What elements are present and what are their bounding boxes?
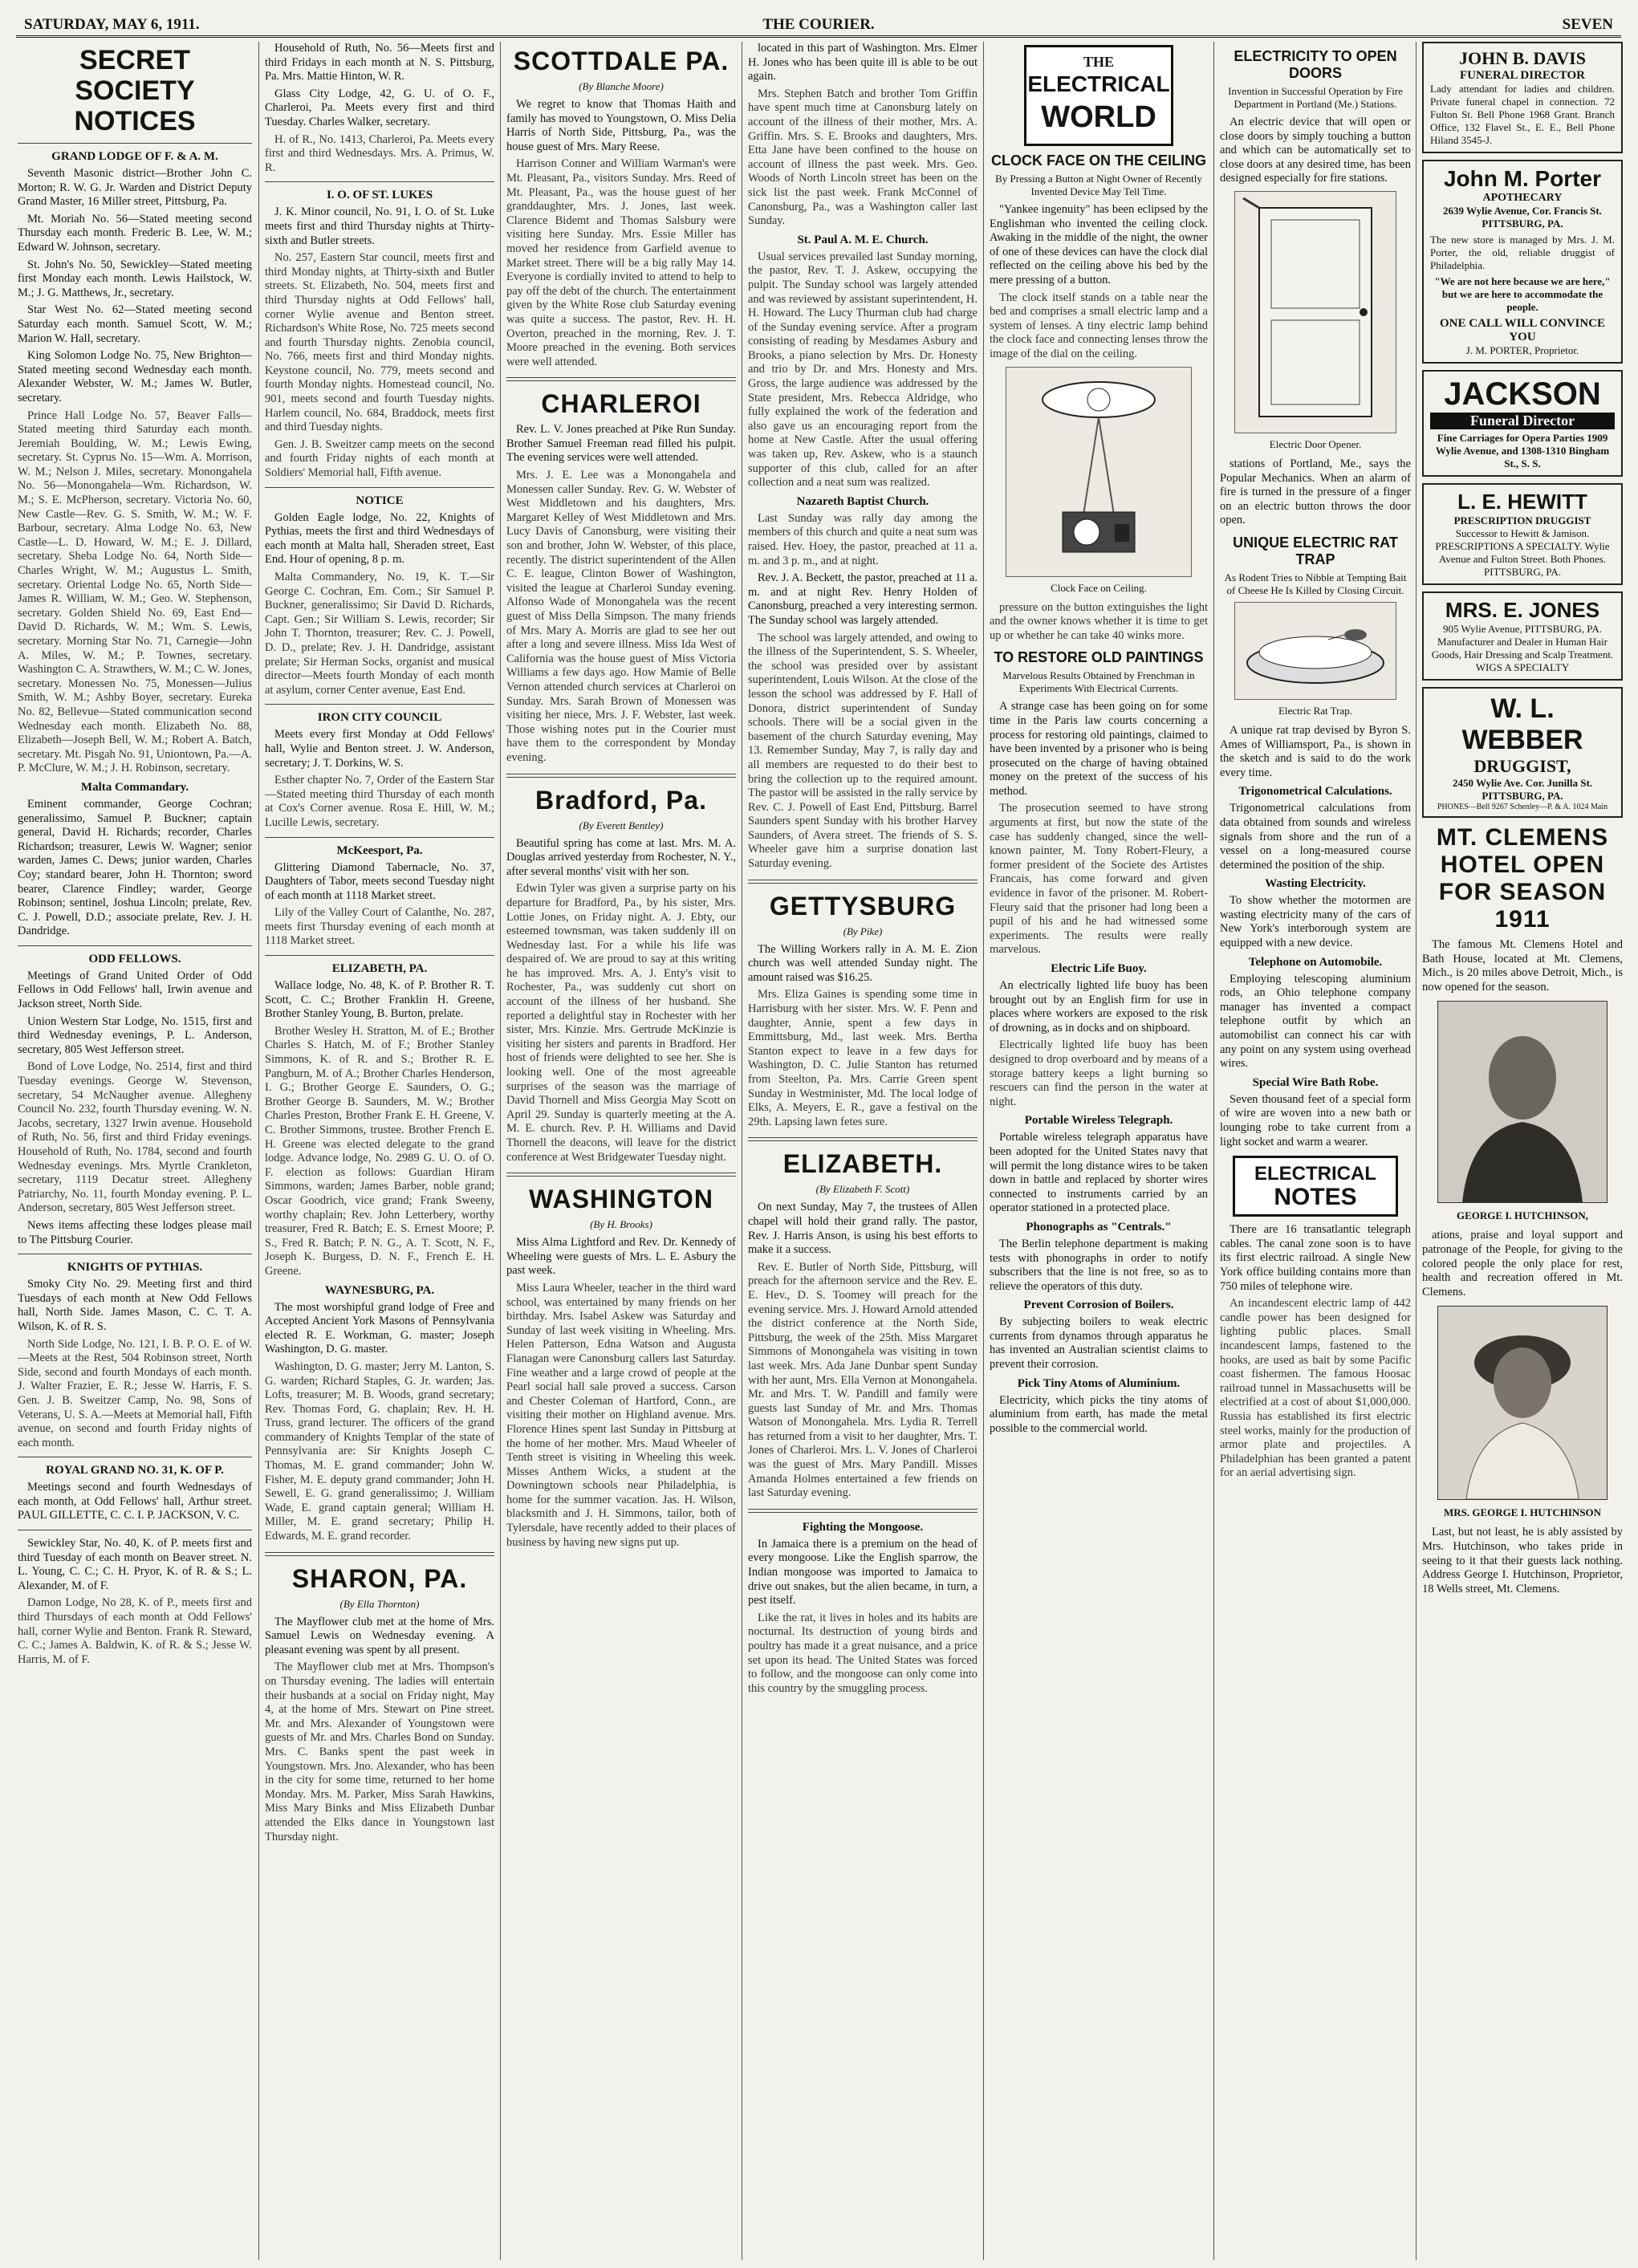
notice-paragraph: The most worshipful grand lodge of Free and Accepted Ancient York Masons of Pennsylvania elected R. E. Workman, G. master; Joseph Washington, D. G. master. [265, 1300, 494, 1356]
ad-jones [1422, 591, 1623, 681]
news-paragraph: Miss Alma Lightford and Rev. Dr. Kennedy of Wheeling were guests of Mrs. L. E. Asbury the past week. [506, 1236, 736, 1278]
paper-name: THE COURIER. [762, 16, 875, 33]
hotel-paragraph: Last, but not least, he is ably assisted by Mrs. Hutchinson, who takes pride in seeing to it that their guests lack nothing. Address George I. Hutchinson, Proprietor, 18 Wells street, Mt. Clemens. [1422, 1526, 1623, 1595]
ad-porter-quote: "We are not here because we are here," but we are here to accommodate the people. [1434, 275, 1611, 313]
news-paragraph: The Mayflower club met at the home of Mrs. Samuel Lewis on Wednesday evening. A pleasant evening was spent by all present. [265, 1615, 494, 1656]
byline: (By H. Brooks) [590, 1218, 652, 1231]
story-paragraph: Electricity, which picks the tiny atoms of aluminium from earth, has made the metal possible to the commercial world. [990, 1393, 1208, 1435]
ad-webber [1422, 687, 1623, 818]
byline: (By Pike) [843, 925, 883, 937]
story-paragraph: Trigonometrical calculations from data obtained from sounds and wireless signals from shore and the run of a vessel on a long-measured course determined the position of the ship. [1220, 802, 1411, 872]
story-paragraph: Seven thousand feet of a special form of wire are woven into a new bath or lounging robe to take current from a light socket and warm a wearer. [1220, 1092, 1411, 1148]
story-headline: TO RESTORE OLD PAINTINGS [994, 649, 1204, 666]
ad-porter [1422, 160, 1623, 364]
story-paragraph: A unique rat trap devised by Byron S. Ames of Williamsport, Pa., is shown in the sketch and is said to do the work every time. [1220, 723, 1411, 779]
hotel-paragraph: ations, praise and loyal support and patronage of the People, for giving to the colored people the only place for rest, health and recreation offered in Mt. Clemens. [1422, 1229, 1623, 1299]
hotel-headline: MT. CLEMENS HOTEL OPEN FOR SEASON 1911 [1436, 824, 1609, 933]
column-electrical-notes: ELECTRICITY TO OPEN DOORS Invention in Successful Operation by Fire Department in Portland (Me.) Stations. An electric device that will open or close doors by simply touching a button and which can be automatically set to close doors at any desired time, has been designed especially for fire stations. Electric Door Opener. stations of Portland, Me., says the Popular Mechanics. When an alarm of fire is turned in the pressure of a finger on an electric button throws the door open. UNIQUE ELECTRIC RAT TRAP As Rodent Tries to Nibble at Tempting Bait of Cheese He Is Killed by Closing Circuit. Electric Rat Trap. A unique rat trap devised by Byron S. Ames of Williamsport, Pa., is shown in the sketch and is said to do the work every time. Trigonometrical Calculations. Trigonometrical calculations from data obtained from sounds and wireless signals from shore and the run of a vessel on a long-measured course determined the position of the ship. Wasting Electricity. To show whether the motormen are wasting electricity many of the cars of New York's interborough system are equipped with a new device. Telephone on Automobile. Employing telescoping aluminium rods, an Ohio telephone company manager has invented a compact telephone outfit by which an automobilist can connect his car with any point on any system using overhead wires. Special Wire Bath Robe. Seven thousand feet of a special form of wire are woven into a new bath or lounging robe to take current from a light socket and warm a wearer. ELECTRICAL NOTES There are 16 transatlantic telegraph cables. The canal zone soon is to have its first electric railroad. A single New York office building contains more than 750 miles of telephone wire. An incandescent electric lamp of 442 candle power has been designed for lighting public places. Small incandescent lamps, fastened to the hooks, are used as bait by some Pacific coast fishermen. The famous Hoosac railroad tunnel in Massachusetts will be electrified at a cost of about $1,000,000. Russia has established its first electric steel works, mainly for the production of armor plate and projectiles. A Philadelphian has been granted a patent for an aerial advertising sign. [1220, 48, 1411, 1480]
column-electrical-world: THE ELECTRICAL WORLD CLOCK FACE ON THE CEILING By Pressing a Button at Night Owner of Recently Invented Device May Tell Time. "Yankee ingenuity" has been eclipsed by the Englishman who invented the ceiling clock. Awaking in the middle of the night, the owner of one of these devices can have the clock dial reflected on the ceiling above his bed by the mere pressing of a button. The clock itself stands on a table near the bed and comprises a small electric lamp and a system of lenses. A tiny electric lamp behind the clock face and connecting lenses throw the image of the dial on the ceiling. Clock Face on Ceiling. pressure on the button extinguishes the light and the owner knows whether it is time to get up or whether he can take 40 winks more. TO RESTORE OLD PAINTINGS Marvelous Results Obtained by Frenchman in Experiments With Electrical Currents. A strange case has been going on for some time in the Paris law courts concerning a process for restoring old paintings, claimed to have been invented by a prisoner who is being prosecuted on the charge of having obtained money on the pretext of the success of his method. The prosecution seemed to have strong arguments at first, but now the state of the case has suddenly changed, since the well-known painter, M. Tony Robert-Fleury, a former president of the Societe des Artistes Francais, has come forward and given evidence in favor of the prisoner. M. Robert-Fleury said that the prisoner had long been a pupil of his and he had witnessed some experiments. The results were really marvelous. Electric Life Buoy. An electrically lighted life buoy has been brought out by an English firm for use in places where workers are exposed to the risk of drowning, as in docks and on shipboard. Electrically lighted life buoy has been designed to drop overboard and by means of a storage battery keeps a light burning so rescuers can find the person in the water at night. Portable Wireless Telegraph. Portable wireless telegraph apparatus have been adopted for the United States navy that will permit the long distance wires to be taken down in battle and replaced by shorter wires connected to instruments carried by an operator stationed in a protected place. Phonographs as "Centrals." The Berlin telephone department is making tests with phonographs in order to notify subscribers that the line is not free, so as to relieve the operators of this duty. Prevent Corrosion of Boilers. By subjecting boilers to weak electric currents from dynamos through apparatus he has invented an Australian scientist claims to prevent their corrosion. Pick Tiny Atoms of Aluminium. Electricity, which picks the tiny atoms of aluminium from earth, has made the metal possible to the commercial world. [990, 42, 1208, 2260]
clock-illustration [1006, 367, 1192, 577]
ad-hewitt-text: Successor to Hewitt & Jamison. PRESCRIPTIONS A SPECIALTY. Wylie Avenue and Fulton Street. Both Phones. PITTSBURG, PA. [1435, 527, 1610, 578]
news-paragraph: Rev. L. V. Jones preached at Pike Run Sunday. Brother Samuel Freeman read filled his pulpit. The evening services were well attended. [506, 423, 736, 465]
story-paragraph: There are 16 transatlantic telegraph cables. The canal zone soon is to have its first electric railroad. A single New York office building contains more than 750 miles of telephone wire. [1220, 1223, 1411, 1293]
story-paragraph: To show whether the motormen are wasting electricity many of the cars of New York's interborough system are equipped with a new device. [1220, 894, 1411, 950]
masthead [16, 11, 1621, 38]
column-rule [983, 42, 984, 2260]
town-header: CHARLEROI [541, 389, 701, 419]
story-paragraph: Employing telescoping aluminium rods, an Ohio telephone company manager has invented a compact telephone outfit by which an automobilist can connect his car with any point on any system using overhead wires. [1220, 972, 1411, 1071]
story-paragraph: A strange case has been going on for some time in the Paris law courts concerning a process for restoring old paintings, claimed to have been invented by a prisoner who is being prosecuted on the charge of having obtained money on the pretext of the success of his method. [990, 700, 1208, 798]
town-header: GETTYSBURG [769, 891, 957, 921]
story-headline: UNIQUE ELECTRIC RAT TRAP [1233, 534, 1398, 567]
section-header: SECRET SOCIETY NOTICES [74, 45, 196, 136]
subhead: Wasting Electricity. [1265, 877, 1366, 891]
ad-jackson-name: JACKSON [1444, 376, 1601, 412]
byline: (By Ella Thornton) [339, 1597, 420, 1610]
town-header: ELIZABETH. [782, 1149, 943, 1179]
news-paragraph: located in this part of Washington. Mrs. Elmer H. Jones who has been quite ill is able to be out again. [748, 42, 978, 83]
issue-date: SATURDAY, MAY 6, 1911. [24, 16, 200, 33]
column-rule [500, 42, 501, 2260]
photo1-caption: GEORGE I. HUTCHINSON, [1457, 1209, 1588, 1222]
subhead: Fighting the Mongoose. [802, 1520, 924, 1534]
news-paragraph: In Jamaica there is a premium on the head of every mongoose. Like the English sparrow, the Indian mongoose was imported to Jamaica to drive out snakes, but the alien became, in turn, a pest itself. [748, 1537, 978, 1608]
subhead: ELIZABETH, PA. [331, 962, 428, 976]
column-town-news-2: located in this part of Washington. Mrs. Elmer H. Jones who has been quite ill is able to be out again. Mrs. Stephen Batch and brother Tom Griffin have spent much time at Canonsburg lately on account of the illness of their mother, Mrs. A. Griffin. Mrs. S. E. Brooks and daughters, Mrs. Etta Jane have been confined to the house on account of illness the past week. Mrs. Geo. Woods of North Lincoln street has been on the sick list the past week. Frank McConnel of Canonsburg, Pa., was a Washington caller last Sunday. St. Paul A. M. E. Church. Usual services prevailed last Sunday morning, the pastor, Rev. T. J. Askew, occupying the pulpit. The Sunday school was largely attended and was reviewed by assistant superintendent, H. H. Howard. The Lucy Thurman club had charge of the Sunday evening service. After a program consisting of reading by Mesdames Asbury and Brooks, a piano selection by Mrs. Dr. Honesty and trio by Dr. and Mrs. Honesty and Mrs. Gross, the large audience was addressed by the State president, Mrs. Rebecca Aldridge, who fully explained the work of the federation and also gave us an encouraging report from the home at New Castle. After the usual offering was taken up, Rev. Askew, who is a staunch supporter of this club, called for an after collection and a neat sum was realized. Nazareth Baptist Church. Last Sunday was rally day among the members of this church and quite a neat sum was raised. Hev. Hoey, the pastor, preached at 11 a. m. and 3 p. m., and at night. Rev. J. A. Beckett, the pastor, preached at 11 a. m. and at night Rev. Henry Holden of Canonsburg, preached a very interesting sermon. The Sunday school was largely attended. The school was largely attended, and owing to the illness of the Superintendent, S. S. Wheeler, the school was presided over by assistant superintendent, Louis Wilson. At the close of the lesson the school was addressed by F. Hall of Donora, district superintendent of Sunday schools. There will be a social given in the basement of the church Saturday evening, May 13. Remember Sunday, May 7, is rally day and all members are requested to do their best to bring the collection up to the required amount. The pastor will be assisted in the rally service by Rev. C. J. Powell of East End, Pittsburg. Barrel Saunders spent Sunday with his brother Harvey Saunders, of Avera street. The friends of S. S. Wheeler gave him a surprise donation last Saturday evening. GETTYSBURG (By Pike) The Willing Workers rally in A. M. E. Zion church was well attended Sunday night. The amount raised was $16.25. Mrs. Eliza Gaines is spending some time in Harrisburg with her sister. Mrs. W. F. Penn and daughter, Annie, spent a few days in Emmittsburg, Md., last week. Mrs. Bertha Stanton expect to leave in a few days for Washington, D. C. Julie Stanton has returned from Steelton, Pa. Mrs. Carrie Green spent Sunday in Westminister, Md. The local lodge of Elks, A. Meyers, E. R., gave a festival on the 29th. Lapsing lawn fetes sure. ELIZABETH. (By Elizabeth F. Scott) On next Sunday, May 7, the trustees of Allen chapel will hold their grand rally. The pastor, Rev. J. Harris Anson, is using his best efforts to make it a success. Rev. E. Butler of North Side, Pittsburg, will preach for the afternoon service and the Rev. E. E. Hev., D. S. Toomey will preach for the evening service. Mrs. J. Howard Arnold attended the district conference at the North Side, Pittsburg, the week of the 25th. Miss Margaret Simmons of Monongahela was visiting in town last week. Mrs. Ada Jane Dunbar spent Sunday with her aunt, Mrs. Ella Vernon at Monongahela. Mr. and Mrs. T. W. Pandill and family were guests last Sunday of Mr. and Mrs. Thomas Watson of Monongahela. Mrs. Lydia R. Terrell has returned from a visit to her daughter, Mrs. T. Jones of Charleroi. Mrs. L. V. Jones of Charleroi was the guest of Mrs. Mary Pandill. Misses Amanda Holmes entertained a few friends on last Saturday evening. Fighting the Mongoose. In Jamaica there is a premium on the head of every mongoose. Like the English sparrow, the Indian mongoose was imported to Jamaica to drive out snakes, but the alien became, in turn, a pest itself. Like the rat, it lives in holes and its habits are nocturnal. Its destruction of young birds and poultry has made it a great nuisance, and a price set upon its head. The United States was forced to follow, and the mongoose can only come into this country by the smuggling process. [748, 42, 978, 1695]
subhead: IRON CITY COUNCIL [317, 711, 442, 725]
notice-paragraph: Smoky City No. 29. Meeting first and third Tuesdays of each month at New Odd Fellows hall, North Side. James Mason, C. C. T. A. Wilson, K. of R. S. [18, 1278, 252, 1333]
town-header: Bradford, Pa. [535, 785, 707, 815]
ad-webber-addr: 2450 Wylie Ave. Cor. Junilla St. PITTSBURG, PA. [1452, 777, 1593, 802]
ad-jackson [1422, 370, 1623, 477]
notice-paragraph: Star West No. 62—Stated meeting second Saturday each month. Samuel Scott, W. M.; Marion W. Hall, secretary. [18, 303, 252, 345]
subhead: Special Wire Bath Robe. [1252, 1075, 1379, 1089]
ad-davis-name: JOHN B. DAVIS [1459, 48, 1586, 68]
ad-porter-addr: 2639 Wylie Avenue, Cor. Francis St. PITTSBURG, PA. [1443, 205, 1602, 230]
notes-bottom: NOTES [1274, 1184, 1357, 1211]
news-paragraph: Rev. J. A. Beckett, the pastor, preached at 11 a. m. and at night Rev. Henry Holden of Canonsburg, preached a very interesting sermon. The Sunday school was largely attended. [748, 571, 978, 627]
story-paragraph: By subjecting boilers to weak electric currents from dynamos through apparatus he has invented an Australian scientist claims to prevent their corrosion. [990, 1315, 1208, 1372]
column-rule [258, 42, 259, 2260]
page-number: SEVEN [1562, 16, 1613, 33]
notice-paragraph: Sewickley Star, No. 40, K. of P. meets first and third Tuesday of each month on Beaver street. N. L. Young, C. C.; C. H. Pryor, K. of R. & S.; L. Alexander, M. of F. [18, 1537, 252, 1592]
subhead: Phonographs as "Centrals." [1026, 1220, 1172, 1234]
story-paragraph: The Berlin telephone department is making tests with phonographs in order to notify subscribers that the line is not free, so as to relieve the operators of this duty. [990, 1237, 1208, 1293]
ad-hewitt [1422, 483, 1623, 585]
notes-top: ELECTRICAL [1254, 1163, 1376, 1185]
electrical-notes-logo [1233, 1156, 1398, 1217]
story-paragraph: An electrically lighted life buoy has been brought out by an English firm for use in places where workers are exposed to the risk of drowning, as in docks and on shipboard. [990, 979, 1208, 1034]
ad-webber-phones: PHONES—Bell 9267 Schenley—P. & A. 1024 Main [1437, 803, 1608, 811]
story-paragraph: stations of Portland, Me., says the Popular Mechanics. When an alarm of fire is turned in the pressure of a finger on an electric button throws the door open. [1220, 457, 1411, 527]
notice-paragraph: Seventh Masonic district—Brother John C. Morton; R. W. G. Jr. Warden and District Deputy Grand Master, 16 Miller street, Pittsburg, Pa. [18, 167, 252, 209]
story-dek: Marvelous Results Obtained by Frenchman in Experiments With Electrical Currents. [1002, 669, 1195, 695]
town-header: SHARON, PA. [291, 1563, 468, 1593]
door-opener-illustration [1234, 191, 1396, 433]
notice-paragraph: Household of Ruth, No. 56—Meets first and third Fridays in each month at N. S. Pittsburg, Pa. Mrs. Mattie Hinton, W. R. [265, 42, 494, 83]
byline: (By Everett Bentley) [579, 819, 664, 831]
story-headline: CLOCK FACE ON THE CEILING [990, 152, 1206, 169]
subhead: GRAND LODGE OF F. & A. M. [51, 150, 218, 163]
ad-porter-text: The new store is managed by Mrs. J. M. Porter, the old, reliable druggist of Philadelphia. [1430, 234, 1615, 271]
door-caption: Electric Door Opener. [1269, 437, 1362, 450]
notice-paragraph: Wallace lodge, No. 48, K. of P. Brother R. T. Scott, C. C.; Brother Franklin H. Greene, Brother Stanley Young, B. Burton, prelate. [265, 979, 494, 1021]
electrical-world-logo [1024, 45, 1173, 146]
subhead: McKeesport, Pa. [336, 843, 423, 857]
ad-porter-prop: J. M. PORTER, Proprietor. [1465, 344, 1579, 356]
photo-mrs-hutchinson [1437, 1306, 1608, 1500]
story-paragraph: An electric device that will open or close doors by simply touching a button and which can be automatically set to close doors at any desired time, has been designed especially for fire stations. [1220, 116, 1411, 185]
subhead: WAYNESBURG, PA. [324, 1283, 435, 1297]
rat-caption: Electric Rat Trap. [1278, 704, 1353, 717]
ad-jones-text: 905 Wylie Avenue, PITTSBURG, PA. Manufacturer and Dealer in Human Hair Goods, Hair Dressing and Scalp Treatment. WIGS A SPECIALTY [1431, 623, 1614, 673]
subhead: KNIGHTS OF PYTHIAS. [67, 1261, 203, 1274]
notice-paragraph: Meetings of Grand United Order of Odd Fellows in Odd Fellows' hall, Irwin avenue and Jackson street, North Side. [18, 969, 252, 1011]
story-dek: By Pressing a Button at Night Owner of Recently Invented Device May Tell Time. [995, 173, 1202, 197]
rat-trap-illustration [1234, 602, 1396, 700]
ad-porter-name: John M. Porter [1443, 166, 1601, 191]
ad-davis [1422, 42, 1623, 153]
town-header: WASHINGTON [529, 1185, 713, 1214]
column-advertisements [1422, 42, 1623, 2260]
news-paragraph: We regret to know that Thomas Haith and family has moved to Youngstown, O. Miss Delia Harris of North Side, Pittsburg, Pa., was the house guest of Mrs. Mary Reese. [506, 98, 736, 153]
ew-electrical: ELECTRICAL [1027, 71, 1170, 96]
notice-paragraph: J. K. Minor council, No. 91, I. O. of St. Luke meets first and third Thursday nights at Thirty-sixth and Butler streets. [265, 205, 494, 247]
news-paragraph: Beautiful spring has come at last. Mrs. M. A. Douglas arrived yesterday from Rochester, N. Y., after several months' visit with her son. [506, 836, 736, 878]
notice-paragraph: Meetings second and fourth Wednesdays of each month, at Odd Fellows' hall, Arthur street. PAUL GILLETTE, C. C. I. P. JACKSON, V. C. [18, 1481, 252, 1522]
subhead: Electric Life Buoy. [1051, 962, 1147, 975]
notice-paragraph: Glittering Diamond Tabernacle, No. 37, Daughters of Tabor, meets second Tuesday night of each month at 1118 Market street. [265, 860, 494, 902]
ad-jones-name: MRS. E. JONES [1445, 598, 1600, 622]
notice-paragraph: King Solomon Lodge No. 75, New Brighton—Stated meeting second Wednesday each month. Alexander Webster, W. M.; James W. Butler, secretary. [18, 349, 252, 404]
subhead: Telephone on Automobile. [1248, 955, 1383, 969]
byline: (By Elizabeth F. Scott) [815, 1183, 910, 1196]
subhead: Pick Tiny Atoms of Aluminium. [1017, 1376, 1181, 1390]
ad-porter-slogan: ONE CALL WILL CONVINCE YOU [1439, 317, 1606, 343]
subhead: Portable Wireless Telegraph. [1024, 1114, 1173, 1128]
ew-world: WORLD [1041, 100, 1156, 134]
subhead: Malta Commandary. [80, 780, 189, 794]
subhead: Trigonometrical Calculations. [1238, 785, 1392, 799]
notice-paragraph: Meets every first Monday at Odd Fellows' hall, Wylie and Benton street. J. W. Anderson, secretary; J. T. Dorkins, W. S. [265, 728, 494, 770]
notice-paragraph: Glass City Lodge, 42, G. U. of O. F., Charleroi, Pa. Meets every first and third Tuesday. Charles Walker, secretary. [265, 87, 494, 128]
notice-paragraph: News items affecting these lodges please mail to The Pittsburg Courier. [18, 1218, 252, 1246]
column-lodges: Household of Ruth, No. 56—Meets first and third Fridays in each month at N. S. Pittsburg, Pa. Mrs. Mattie Hinton, W. R. Glass City Lodge, 42, G. U. of O. F., Charleroi, Pa. Meets every first and third Tuesday. Charles Walker, secretary. H. of R., No. 1413, Charleroi, Pa. Meets every first and third Wednesdays. Mrs. A. Primus, W. R. I. O. OF ST. LUKES J. K. Minor council, No. 91, I. O. of St. Luke meets first and third Thursday nights at Thirty-sixth and Butler streets. No. 257, Eastern Star council, meets first and third Monday nights, at Thirty-sixth and Butler streets. St. Elizabeth, No. 504, meets first and third Thursday nights at Odd Fellows' hall, corner Wylie avenue and Benton street. Richardson's White Rose, No. 725 meets second and fourth Thursday nights. Zenobia council, No. 766, meets first and third Monday nights. Keystone council, No. 779, meets second and fourth Monday nights. Homestead council, No. 901, meets second and fourth Tuesday nights. Harlem council, No. 684, Braddock, meets first and third Tuesday nights. Gen. J. B. Sweitzer camp meets on the second and fourth Friday nights of each month at Soldiers' Memorial hall, Fifth avenue. NOTICE Golden Eagle lodge, No. 22, Knights of Pythias, meets the first and third Wednesdays of each month at Malta hall, Sheraden street, East End. Hour of opening, 8 p. m. Malta Commandery, No. 19, K. T.—Sir George C. Cochran, Em. Com.; Sir Samuel P. Buckner, generalissimo; Sir David D. Richards, Capt. Gen.; Sir William S. Lewis, recorder; Sir John T. Thornton, treasurer; Rev. C. J. Powell, D. D., prelate; Rev. J. H. Dandridge, assistant prelate; Sir Herman Socks, organist and musical director—Meets fourth Monday of each month at asylum, corner Center avenue, East End. IRON CITY COUNCIL Meets every first Monday at Odd Fellows' hall, Wylie and Benton street. J. W. Anderson, secretary; J. T. Dorkins, W. S. Esther chapter No. 7, Order of the Eastern Star—Stated meeting third Thursday of each month at Cox's Corner avenue. Rosa E. Hill, W. M.; Lucille Lewis, secretary. McKeesport, Pa. Glittering Diamond Tabernacle, No. 37, Daughters of Tabor, meets second Tuesday night of each month at 1118 Market street. Lily of the Valley Court of Calanthe, No. 287, meets first Thursday evening of each month at 1118 Market street. ELIZABETH, PA. Wallace lodge, No. 48, K. of P. Brother R. T. Scott, C. C.; Brother Franklin H. Greene, Brother Stanley Young, B. Burton, prelate. Brother Wesley H. Stratton, M. of E.; Brother Charles S. Hatch, M. of F.; Brother Stanley Simmons, K. of R. and S.; Brother R. E. Pangburn, M. of A.; Brother Charles Henderson, I. G.; Brother George E. Saunders, O. G.; Brother George B. Saunders, M. W.; Brother Charles Preston, Brother Frank E. H. Greene, V. C. Brother Simmons, trustee. Brother French E. H. Greene was elected delegate to the grand lodge. Advance lodge, No. 2989 G. U. O. of O. F. election as follows: Guardian Hiram Simmons, warden; James Barber, noble grand; Oscar Goodrich, vice grand; Frank Sweeny, worthy chaplain; Rev. John Letterbery, worthy treasurer, Fred R. Batch; E. S. Ernest Moore; P. S., Fred R. Batch; P. N. G., A. T. Scott, N. F., Joseph K. Burgess, D. N. F., French E. H. Greene. WAYNESBURG, PA. The most worshipful grand lodge of Free and Accepted Ancient York Masons of Pennsylvania elected R. E. Workman, G. master; Joseph Washington, D. G. master. Washington, D. G. master; Jerry M. Lanton, S. G. warden; Richard Staples, G. Jr. warden; Jas. Lofts, treasurer; M. B. Woods, grand secretary; Rev. Thomas Ford, G. chaplain; Rev. H. H. Truss, grand lecturer. The officers of the grand commandery of Knights Templar of the state of Pennsylvania are: Sir Knights Joseph C. Thomas, M. E. grand commander; John W. Fisher, M. E. deputy grand commander; John H. Sewell, E. G. grand generalissimo; J. William Wade, E. grand captain general; William H. Miller, M. E. grand secretary; Philip H. Edwards, M. E. grand recorder. SHARON, PA. (By Ella Thornton) The Mayflower club met at the home of Mrs. Samuel Lewis on Wednesday evening. A pleasant evening was spent by all present. The Mayflower club met at Mrs. Thompson's on Thursday evening. The ladies will entertain their husbands at a social on Friday night, May 4, at the home of Mrs. Stewart on Pine street. Mr. and Mrs. Alexander of Youngstown were guests of Mr. and Mrs. Charles Bond on Sunday. Mrs. C. Banks spent the past week in Youngstown. Mrs. Jno. Alexander, who has been in the city for some time, returned to her home Monday. Mrs. M. Parker, Miss Sarah Hawkins, Miss Mary Binks and Miss Elizabeth Dunbar attended the Elks dance in Youngstown last Thursday night. [265, 42, 494, 1843]
clock-caption: Clock Face on Ceiling. [1051, 581, 1147, 594]
notice-paragraph: Union Western Star Lodge, No. 1515, first and third Wednesday evenings, P. L. Anderson, secretary, 805 West Jefferson street. [18, 1014, 252, 1056]
ad-hewitt-title: PRESCRIPTION DRUGGIST [1453, 514, 1591, 526]
ad-webber-title: DRUGGIST, [1473, 756, 1571, 776]
notice-paragraph: St. John's No. 50, Sewickley—Stated meeting first Monday each month. Lewis Hailstock, W. M.; J. G. Matthews, Jr., secretary. [18, 258, 252, 299]
photo-george-hutchinson [1437, 1001, 1608, 1203]
story-dek: As Rodent Tries to Nibble at Tempting Bait of Cheese He Is Killed by Closing Circuit. [1224, 571, 1407, 596]
news-paragraph: On next Sunday, May 7, the trustees of Allen chapel will hold their grand rally. The pastor, Rev. J. Harris Anson, is using his best efforts to make it a success. [748, 1201, 978, 1257]
ew-the: THE [1083, 54, 1114, 70]
news-paragraph: The Willing Workers rally in A. M. E. Zion church was well attended Sunday night. The amount raised was $16.25. [748, 942, 978, 984]
notice-paragraph: Eminent commander, George Cochran; generalissimo, Samuel P. Buckner; captain general, David H. Richards; recorder, Charles Richardson; treasurer, Lewis W. Wagner; senior warden, James C. Dews; junior warden, Charles Coy; standard bearer, John H. Thornton; sword bearer, Clarence Findley; warder, George Robinson; sentinel, Joshua Lincoln; prelate, Rev. C. J. Powell, D.D.; associate prelate, Rev. J. H. Dandridge. [18, 797, 252, 938]
ad-jackson-title: Funeral Director [1430, 413, 1615, 429]
story-paragraph: "Yankee ingenuity" has been eclipsed by the Englishman who invented the ceiling clock. Awaking in the middle of the night, the owner of one of these devices can have the clock dial reflected on the ceiling above his bed by the mere pressing of a button. [990, 203, 1208, 287]
notice-paragraph: Golden Eagle lodge, No. 22, Knights of Pythias, meets the first and third Wednesdays of each month at Malta hall, Sheraden street, East End. Hour of opening, 8 p. m. [265, 510, 494, 567]
story-headline: ELECTRICITY TO OPEN DOORS [1234, 48, 1397, 81]
column-secret-society: SECRET SOCIETY NOTICES GRAND LODGE OF F. & A. M. Seventh Masonic district—Brother John C. Morton; R. W. G. Jr. Warden and District Deputy Grand Master, 16 Miller street, Pittsburg, Pa. Mt. Moriah No. 56—Stated meeting second Thursday each month. Frederic B. Lee, W. M.; Edward W. Johnson, secretary. St. John's No. 50, Sewickley—Stated meeting first Monday each month. Lewis Hailstock, W. M.; J. G. Matthews, Jr., secretary. Star West No. 62—Stated meeting second Saturday each month. Samuel Scott, W. M.; Marion W. Hall, secretary. King Solomon Lodge No. 75, New Brighton—Stated meeting second Wednesday each month. Alexander Webster, W. M.; James W. Butler, secretary. Prince Hall Lodge No. 57, Beaver Falls—Stated meeting third Saturday each month. Jeremiah Boulding, W. M.; Lewis Ewing, secretary. St. Cyprus No. 15—Wm. A. Morrison, W. M.; Nelson J. Miles, secretary. Monongahela No. 56—Monongahela—Wm. Richardson, W. M.; S. E. McPherson, secretary. Victoria No. 60, New Castle—Rev. G. S. Smith, W. M.; W. F. Barbour, secretary. Alma Lodge No. 63, New Castle—L. D. Howard, W. M.; E. J. Dillard, secretary. Sheba Lodge No. 64, North Side—Charles Wright, W. M.; Augustus L. Smith, secretary. Oriental Lodge No. 65, North Side—James R. William, W. M.; Geo. W. Stephenson, secretary. Golden Shield No. 69, East End—David D. Richards, W. M.; Wm. S. Lewis, secretary. Morning Star No. 71, Carnegie—John A. Miles, W. M.; P. Townes, secretary. Washington C. A. Strawthers, W. M.; C. W. Jones, secretary. Monessen No. 75, Monessen—Julius Smith, W. M.; Ashby Boyer, secretary. Eureka No. 82, Bellevue—Stated communication second Wednesday each month. Elizabeth No. 88, Elizabeth—Joseph Bell, W. M.; Robert A. Batch, secretary. Mt. Pisgah No. 91, Uniontown, Pa.—A. P. McClure, W. M.; J. H. Robinson, secretary. Malta Commandary. Eminent commander, George Cochran; generalissimo, Samuel P. Buckner; captain general, David H. Richards; recorder, Charles Richardson; treasurer, Lewis W. Wagner; senior warden, James C. Dews; junior warden, Charles Coy; standard bearer, John H. Thornton; sword bearer, Clarence Findley; warder, George Robinson; sentinel, Joshua Lincoln; prelate, Rev. C. J. Powell, D.D.; associate prelate, Rev. J. H. Dandridge. ODD FELLOWS. Meetings of Grand United Order of Odd Fellows in Odd Fellows' hall, Irwin avenue and Jackson street, North Side. Union Western Star Lodge, No. 1515, first and third Wednesday evenings, P. L. Anderson, secretary, 805 West Jefferson street. Bond of Love Lodge, No. 2514, first and third Tuesday evenings. George W. Stevenson, secretary, 54 McNaugher avenue. Allegheny Council No. 232, fourth Thursday evening. W. N. Jacobs, secretary, 1327 Irwin avenue. Household of Ruth, No. 56, first and third Friday evenings. Household of Ruth, No. 1784, second and fourth Wednesday evenings. Mrs. Myrtle Crankleton, secretary, 1119 Decatur street. Allegheny Patriarchy, No. 11, fourth Monday evening. P. L. Anderson, secretary, 805 West Jefferson street. News items affecting these lodges please mail to The Pittsburg Courier. KNIGHTS OF PYTHIAS. Smoky City No. 29. Meeting first and third Tuesdays of each month at New Odd Fellows hall, North Side. James Mason, C. C. T. A. Wilson, K. of R. S. North Side Lodge, No. 121, I. B. P. O. E. of W.—Meets at the Rest, 504 Robinson street, North Side, second and fourth Mondays of each month. J. Walter Frazier, E. R.; Jesse W. Harris, F. S. Gen. J. B. Sweitzer Camp, No. 98, Sons of Veterans, U. S. A.—Meets at Memorial hall, Fifth avenue, on second and fourth Friday nights of each month. ROYAL GRAND NO. 31, K. OF P. Meetings second and fourth Wednesdays of each month, at Odd Fellows' hall, Arthur street. PAUL GILLETTE, C. C. I. P. JACKSON, V. C. Sewickley Star, No. 40, K. of P. meets first and third Tuesday of each month on Beaver street. N. L. Young, C. C.; C. H. Pryor, K. of R. & S.; L. Alexander, M. of F. Damon Lodge, No 28, K. of P., meets first and third Thursdays of each month at Odd Fellows' hall, corner Wylie and Benton. Frank R. Steward, C. C.; James A. Baldwin, K. of R. & S.; Jesse W. Harris, M. of F. [18, 45, 252, 1666]
ad-davis-title: FUNERAL DIRECTOR [1460, 69, 1585, 82]
ad-davis-text: Lady attendant for ladies and children. Private funeral chapel in connection. 72 Fulton St. Bell Phone 1968 Grant. Branch Office, 132 Flavel St., E. E., Bell Phone Hiland 3545-J. [1430, 83, 1615, 146]
column-town-news-1: SCOTTDALE PA. (By Blanche Moore) We regret to know that Thomas Haith and family has moved to Youngstown, O. Miss Delia Harris of North Side, Pittsburg, Pa., was the house guest of Mrs. Mary Reese. Harrison Conner and William Warman's were Mt. Pleasant, Pa., visitors Sunday. Mrs. Reed of Mt. Pleasant, Pa., was the house guest of her granddaughter, Mrs. J. Jones, last week. Clarence Bidemt and Thomas Salsbury were visiting here Sunday. Mrs. Essie Miller has moved her residence from Garfield avenue to Market street. There will be a big rally May 14. Everyone is cordially invited to attend to help to pay off the debt of the church. The entertainment given by the White Rose club Saturday evening was quite a success. The pastor, Rev. H. H. Overton, preached in the morning, Rev. J. T. Moore preached in the evening. Both services were well attended. CHARLEROI Rev. L. V. Jones preached at Pike Run Sunday. Brother Samuel Freeman read filled his pulpit. The evening services were well attended. Mrs. J. E. Lee was a Monongahela and Monessen caller Sunday. Rev. G. W. Webster of West Middletown and his daughters, Mrs. Margaret Kelley of West Middletown and Mrs. Lucy Davis of Canonsburg, were visiting their son and brother, John W. Webster, of this place, recently. The district superintendent of the Allen C. E. league, Clinton Bower of Washington, visited the league at Charleroi Sunday evening. Alfonso Wade of Monongahela was the recent guest of Miss Della Simpson. The many friends of Mrs. Mary A. Morris are glad to see her out after a long and severe illness. Miss Ida West of California was the house guest of Miss Victoria Williams a few days ago. How Mamie of Belle Vernon attended church services at Charleroi on Sunday. Mrs. Sarah Brown of Monessen was visiting her niece, Mrs. J. F. Webster, last week. Those wishing notes put in the Courier must have them to the correspondent by Monday evening. Bradford, Pa. (By Everett Bentley) Beautiful spring has come at last. Mrs. M. A. Douglas arrived yesterday from Rochester, N. Y., after several months' visit with her son. Edwin Tyler was given a surprise party on his departure for Bradford, Pa., by his sister, Mrs. Lottie Jones, on Friday night. A. J. Ebty, our esteemed townsman, was taken suddenly ill on Wednesday last. For a while his life was despaired of. We are proud to say at this writing he has improved. Mrs. A. J. Enty's visit to Rochester, Pa., was suddenly cut short on account of the illness of her husband. She reported a delightful stay in Rochester with her sister, Mrs. Kinzie. Mrs. Gertrude McKinzie is visiting her sisters and parents in Bradford. Her host of friends were delighted to see her. She is looking well. One of the most agreeable surprises of the season was the marriage of David Thornell and Miss Georgia May Scott on April 29. Sunday is quarterly meeting at the A. M. E. church. Rev. P. H. Williams and David Thornell the deacons, will leave for the district conference at West Bridgewater Tuesday night. WASHINGTON (By H. Brooks) Miss Alma Lightford and Rev. Dr. Kennedy of Wheeling were guests of Mrs. L. E. Asbury the past week. Miss Laura Wheeler, teacher in the third ward school, was entertained by many friends on her birthday. Mrs. Isabel Askew was Saturday and Sunday of last week visiting in Wheeling. Mrs. Helen Patterson, Edna Watson and Augusta Flanagan were Canonsburg callers last Saturday. Fine weather and a large crowd of people at the Pearl social hall sale proved a success. Carson and Chester Coleman of Hartford, Conn., are visiting their mother on Highland avenue. Mrs. Florence Hines spent last Sunday in Pittsburg at the home of her mother. Mrs. Maud Wheeler of Tenth street is visiting in Wheeling this week. Misses Anthem Wicks, a student at the Downingtown schools near Philadelphia, is home for the summer vacation. Jas. H. Wilson, blacksmith and J. H. Simmons, tailor, both of Tylersdale, have recently added to their places of business by having new signs put up. [506, 47, 736, 1549]
subhead: NOTICE [356, 494, 404, 507]
subhead: I. O. OF ST. LUKES [326, 189, 433, 202]
subhead: ROYAL GRAND NO. 31, K. OF P. [46, 1464, 224, 1477]
byline: (By Blanche Moore) [579, 80, 664, 92]
town-header: SCOTTDALE PA. [513, 47, 730, 75]
subhead: ODD FELLOWS. [88, 952, 181, 965]
ad-jackson-text: Fine Carriages for Opera Parties 1909 Wylie Avenue, and 1308-1310 Bingham St., S. S. [1435, 432, 1610, 469]
notice-paragraph: Mt. Moriah No. 56—Stated meeting second Thursday each month. Frederic B. Lee, W. M.; Edward W. Johnson, secretary. [18, 212, 252, 254]
hotel-paragraph: The famous Mt. Clemens Hotel and Bath House, located at Mt. Clemens, Mich., is 20 miles above Detroit, Mich., is now opened for the season. [1422, 938, 1623, 994]
ad-webber-name: W. L. WEBBER [1461, 693, 1583, 755]
ad-hewitt-name: L. E. HEWITT [1457, 490, 1587, 514]
photo2-caption: MRS. GEORGE I. HUTCHINSON [1443, 1506, 1602, 1519]
story-dek: Invention in Successful Operation by Fire Department in Portland (Me.) Stations. [1228, 85, 1403, 110]
story-paragraph: Portable wireless telegraph apparatus have been adopted for the United States navy that will permit the long distance wires to be taken down in battle and replaced by shorter wires connected to instruments carried by an operator stationed in a protected place. [990, 1131, 1208, 1215]
column-rule [1213, 42, 1214, 2260]
ad-porter-title: APOTHECARY [1482, 192, 1563, 204]
